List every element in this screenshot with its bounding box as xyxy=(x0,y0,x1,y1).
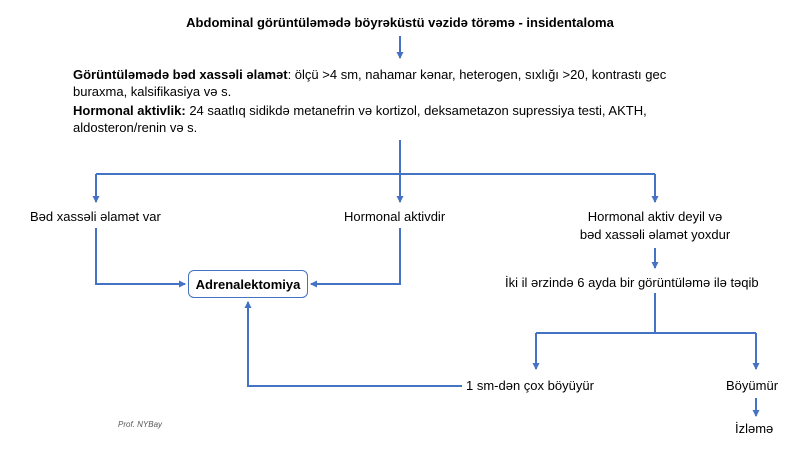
hormonal-criteria-label: Hormonal aktivlik: xyxy=(73,103,186,118)
arrow-grows-to-adrenalectomy xyxy=(248,302,462,386)
node-hormonally-active: Hormonal aktivdir xyxy=(344,209,446,224)
node-not-active-line2: bəd xassəli əlamət yoxdur xyxy=(579,227,731,242)
malignant-criteria-label: Görüntüləmədə bəd xassəli əlamət xyxy=(73,67,288,82)
node-adrenalectomy: Adrenalektomiya xyxy=(188,270,308,298)
node-monitoring: İzləmə xyxy=(735,421,774,436)
malignant-criteria-details: : ölçü >4 sm, nahamar kənar, heterogen, sıxlığı >20, kontrastı gec buraxma, kalsifikasiya və s. xyxy=(73,67,667,99)
diagram-title: Abdominal görüntüləmədə böyrəküstü vəzidə törəmə - insidentaloma xyxy=(186,15,614,30)
node-not-grows: Böyümür xyxy=(726,378,779,393)
node-grows: 1 sm-dən çox böyüyür xyxy=(466,378,594,393)
node-followup: İki il ərzində 6 ayda bir görüntüləmə ilə təqib xyxy=(505,275,759,290)
author-signature: Prof. NYBay xyxy=(118,420,163,429)
node-not-active-line1: Hormonal aktiv deyil və xyxy=(587,209,723,224)
arrow-malignant-to-adrenalectomy xyxy=(96,228,185,284)
arrow-active-to-adrenalectomy xyxy=(311,228,400,284)
hormonal-criteria-text xyxy=(73,102,713,136)
node-malignant-signs: Bəd xassəli əlamət var xyxy=(30,209,161,224)
hormonal-criteria-details: 24 saatlıq sidikdə metanefrin və kortizol, deksametazon supressiya testi, AKTH, aldosteron/renin və s. xyxy=(73,103,647,135)
malignant-criteria-text xyxy=(73,66,713,100)
